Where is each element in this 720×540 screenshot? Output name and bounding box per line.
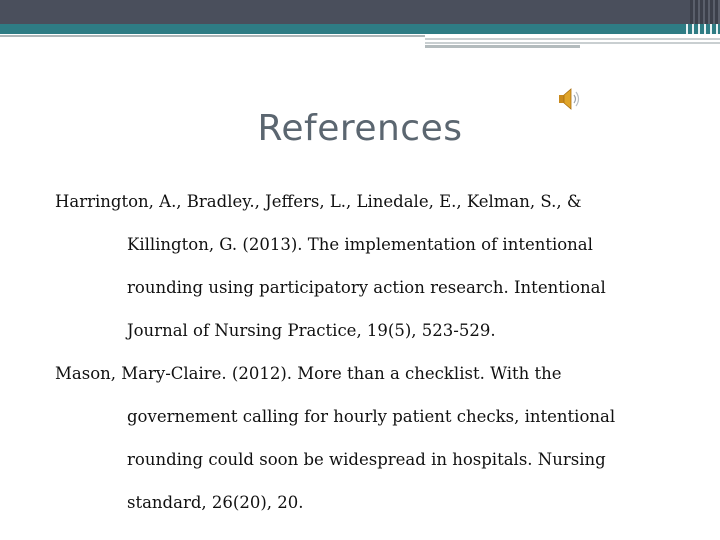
reference-1-line-4: Journal of Nursing Practice, 19(5), 523-529. <box>127 321 496 340</box>
divider-double-line <box>425 38 720 44</box>
divider-line <box>0 35 425 37</box>
reference-1-line-2: Killington, G. (2013). The implementation of intentional <box>127 235 593 254</box>
accent-bar <box>0 24 720 34</box>
reference-2-line-2: governement calling for hourly patient checks, intentional <box>127 407 616 426</box>
accent-stripes <box>686 24 720 34</box>
reference-2-line-3: rounding could soon be widespread in hospitals. Nursing <box>127 450 606 469</box>
header-band <box>0 0 720 24</box>
reference-1-line-1: Harrington, A., Bradley., Jeffers, L., Linedale, E., Kelman, S., & <box>55 192 582 211</box>
divider-short-line <box>425 45 580 48</box>
reference-1-line-3: rounding using participatory action research. Intentional <box>127 278 606 297</box>
page-title: References <box>257 108 463 149</box>
reference-2-line-4: standard, 26(20), 20. <box>127 493 304 512</box>
reference-2-line-1: Mason, Mary-Claire. (2012). More than a checklist. With the <box>55 364 562 383</box>
